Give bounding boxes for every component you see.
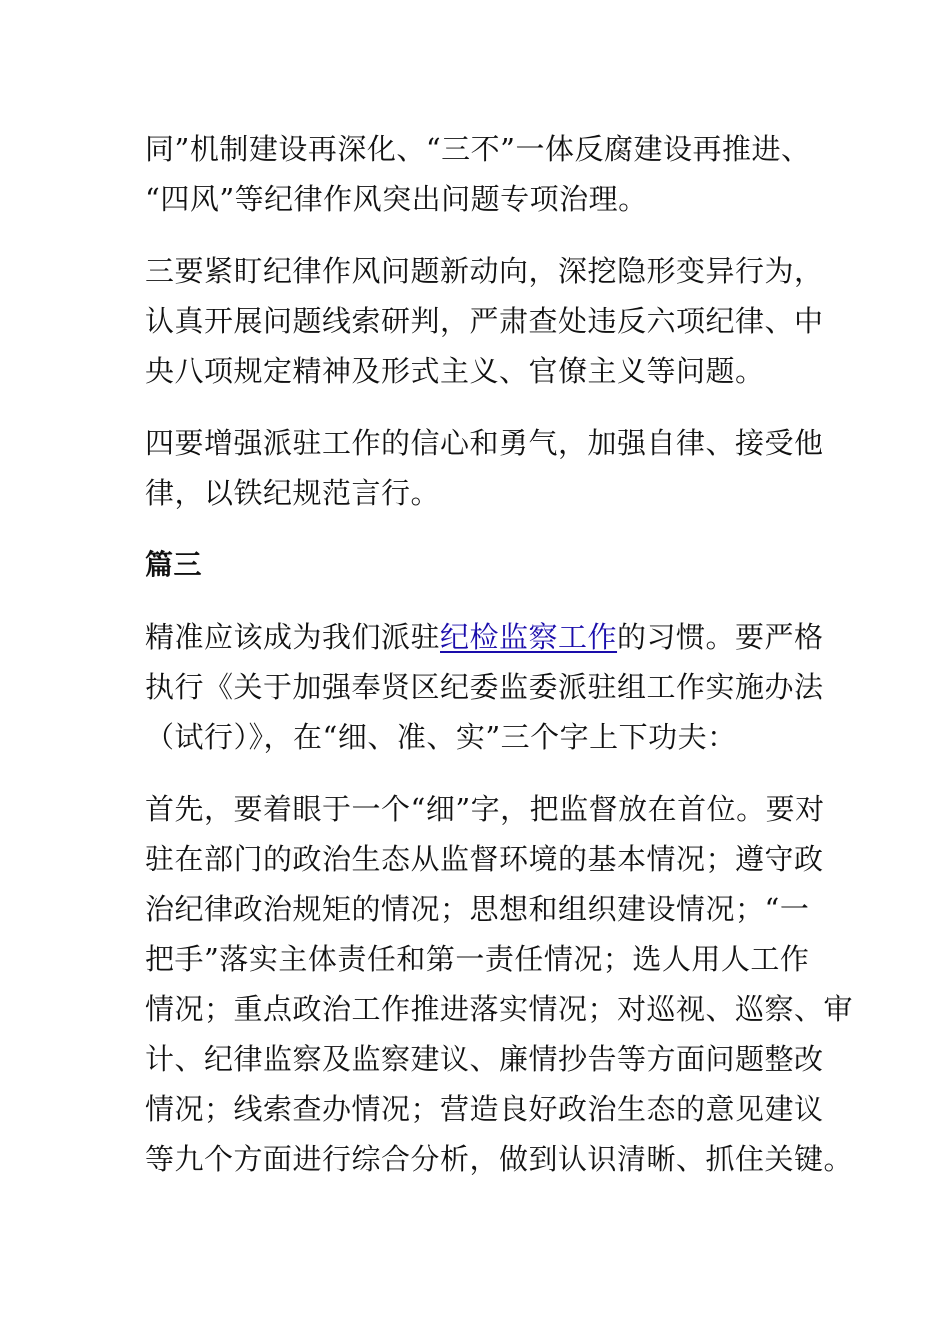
discipline-inspection-link[interactable]: 纪检监察工作 (440, 620, 618, 654)
text-line: 计、纪律监察及监察建议、廉情抄告等方面问题整改 (145, 1042, 824, 1076)
text-line: 驻在部门的政治生态从监督环境的基本情况；遵守政 (145, 842, 824, 876)
text-line: 执行《关于加强奉贤区纪委监委派驻组工作实施办法 (145, 670, 824, 704)
section-heading: 篇三 (145, 548, 203, 581)
text-segment: 的习惯。要严格 (617, 620, 824, 654)
text-line: 治纪律政治规矩的情况；思想和组织建设情况；“一 (145, 892, 810, 926)
paragraph-1 (145, 124, 825, 224)
text-line: 情况；重点政治工作推进落实情况；对巡视、巡察、审 (145, 992, 854, 1026)
text-line: 情况；线索查办情况；营造良好政治生态的意见建议 (145, 1092, 824, 1126)
text-line: （试行）》，在“细、准、实”三个字上下功夫： (145, 720, 737, 754)
text-line: 三要紧盯纪律作风问题新动向，深挖隐形变异行为， (145, 254, 824, 288)
text-line: 央八项规定精神及形式主义、官僚主义等问题。 (145, 354, 765, 388)
text-line: 四要增强派驻工作的信心和勇气，加强自律、接受他 (145, 426, 824, 460)
paragraph-2 (145, 246, 825, 396)
text-segment: 精准应该成为我们派驻 (145, 620, 441, 654)
document-body (145, 124, 854, 1184)
text-line: 认真开展问题线索研判，严肃查处违反六项纪律、中 (145, 304, 824, 338)
text-line: 律，以铁纪规范言行。 (145, 476, 441, 510)
paragraph-5 (145, 784, 854, 1184)
text-line: 首先，要着眼于一个“细”字，把监督放在首位。要对 (145, 792, 825, 826)
text-line: 等九个方面进行综合分析，做到认识清晰、抓住关键。 (145, 1142, 854, 1176)
paragraph-4 (145, 612, 825, 762)
text-line: 同”机制建设再深化、“三不”一体反腐建设再推进、 (145, 132, 811, 166)
text-line (145, 612, 825, 662)
paragraph-3 (145, 418, 825, 518)
text-line: “四风”等纪律作风突出问题专项治理。 (145, 182, 648, 216)
text-line: 把手”落实主体责任和第一责任情况；选人用人工作 (145, 942, 810, 976)
